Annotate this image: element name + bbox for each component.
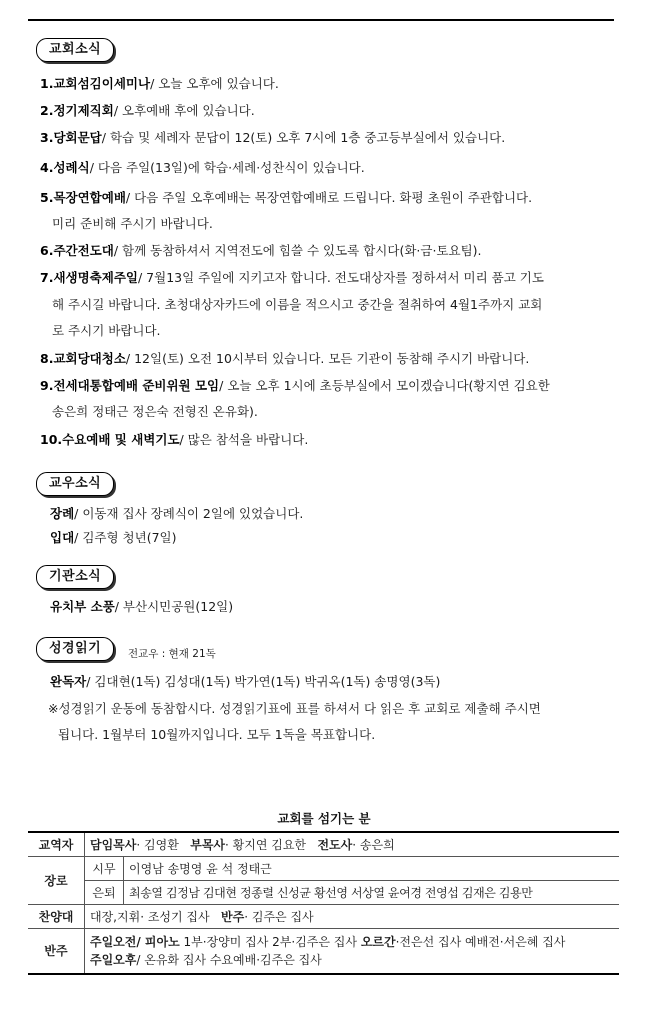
church-item-2 — [40, 103, 255, 119]
church-item-text: / 오늘 오후 1시에 초등부실에서 모이겠습니다(황지연 김요한 — [219, 378, 550, 393]
staff-row-choir — [28, 905, 619, 929]
staff-role: 반주 — [28, 929, 85, 975]
church-item-text: / 오늘 오후에 있습니다. — [150, 76, 279, 91]
staff-label: 전도사 — [317, 838, 353, 852]
church-item-num: 4. — [40, 160, 54, 175]
staff-name: 1부·장양미 집사 2부·김주은 집사 — [183, 935, 357, 949]
staff-role: 찬양대 — [28, 905, 85, 929]
church-item-text: / 오후예배 후에 있습니다. — [113, 103, 255, 118]
section-title-member-news: 교우소식 — [36, 472, 114, 496]
staff-name: · 조성기 집사 — [140, 910, 210, 924]
church-item-title: 당회문답 — [53, 130, 102, 145]
staff-role: 장로 — [28, 857, 85, 905]
church-item-10 — [40, 432, 308, 448]
staff-table-title: 교회를 섬기는 분 — [277, 811, 371, 826]
staff-name: · 송은희 — [352, 838, 395, 852]
staff-name: · 김주은 집사 — [244, 910, 314, 924]
bible-note-line1: ※성경읽기 운동에 동참합시다. 성경읽기표에 표를 하셔서 다 읽은 후 교회로 제출해 주시면 — [48, 701, 541, 716]
staff-label: 담임목사 — [90, 838, 137, 852]
church-item-title: 목장연합예배 — [53, 190, 126, 205]
staff-name: · 김영환 — [136, 838, 179, 852]
church-item-text: / 함께 동참하셔서 지역전도에 힘쓸 수 있도록 합시다(화·금·토요팀). — [113, 243, 482, 258]
top-rule — [28, 19, 614, 21]
staff-role: 교역자 — [28, 832, 85, 857]
church-item-num: 7. — [40, 270, 54, 285]
church-item-8 — [40, 351, 529, 367]
church-item-title: 교회당대청소 — [53, 351, 126, 366]
church-item-9 — [40, 378, 550, 394]
church-item-5-cont: 미리 준비해 주시기 바랍니다. — [52, 216, 213, 231]
staff-name: ·전은선 집사 예배전·서은혜 집사 — [395, 935, 566, 949]
church-item-num: 5. — [40, 190, 54, 205]
bible-completers — [50, 674, 440, 690]
staff-sublabel: 은퇴 — [85, 881, 124, 905]
member-item-title: 장례 — [50, 506, 75, 521]
staff-line — [90, 933, 614, 951]
org-item-kindergarten — [50, 599, 233, 615]
staff-names: 이영남 송명영 윤 석 정태근 — [124, 857, 620, 881]
section-title-org-news: 기관소식 — [36, 565, 114, 589]
member-item-enlist — [50, 530, 176, 546]
staff-label: 부목사 — [190, 838, 226, 852]
staff-name: / 온유화 집사 수요예배·김주은 집사 — [136, 953, 322, 967]
church-item-title: 교회섬김이세미나 — [53, 76, 151, 91]
church-item-num: 6. — [40, 243, 54, 258]
staff-row-elders-active — [28, 857, 619, 881]
staff-label: 주일오후 — [90, 953, 137, 967]
member-item-title: 입대 — [50, 530, 75, 545]
bible-completers-text: / 김대현(1독) 김성대(1독) 박가연(1독) 박귀옥(1독) 송명영(3독) — [86, 674, 441, 689]
section-title-church-news: 교회소식 — [36, 38, 114, 62]
church-item-title: 새생명축제주일 — [53, 270, 138, 285]
church-item-num: 2. — [40, 103, 54, 118]
staff-names: 최송열 김정남 김대현 정종렬 신성균 황선영 서상열 윤여경 전영섭 김재은 김용만 — [124, 881, 620, 905]
staff-label: 오르간 — [360, 935, 396, 949]
church-item-num: 3. — [40, 130, 54, 145]
staff-label: 대장,지휘 — [90, 910, 141, 924]
church-item-6 — [40, 243, 482, 259]
bible-note-line2: 됩니다. 1월부터 10월까지입니다. 모두 1독을 목표합니다. — [58, 727, 376, 742]
church-item-text: / 12일(토) 오전 10시부터 있습니다. 모든 기관이 동참해 주시기 바랍니다. — [125, 351, 530, 366]
church-item-text: / 다음 주일(13일)에 학습·세례·성찬식이 있습니다. — [89, 160, 365, 175]
staff-cell — [85, 929, 620, 975]
church-item-1 — [40, 76, 279, 92]
church-item-text: / 다음 주일 오후예배는 목장연합예배로 드립니다. 화평 초원이 주관합니다. — [125, 190, 533, 205]
church-item-num: 1. — [40, 76, 54, 91]
church-item-title: 수요예배 및 새벽기도 — [62, 432, 180, 447]
church-item-num: 9. — [40, 378, 54, 393]
church-item-title: 정기제직회 — [53, 103, 114, 118]
staff-label: 반주 — [221, 910, 245, 924]
church-item-9-cont: 송은희 정태근 정은숙 전형진 온유화). — [52, 404, 258, 419]
staff-cell — [85, 832, 620, 857]
staff-label: 주일오전/ 피아노 — [90, 935, 180, 949]
staff-row-accompanist — [28, 929, 619, 975]
org-item-title: 유치부 소풍 — [50, 599, 115, 614]
staff-table — [28, 831, 619, 975]
section-title-bible-reading: 성경읽기 — [36, 637, 114, 661]
church-item-text: / 많은 참석을 바랍니다. — [179, 432, 309, 447]
bible-completers-title: 완독자 — [50, 674, 87, 689]
church-item-7 — [40, 270, 544, 286]
church-item-num: 10. — [40, 432, 63, 447]
church-item-title: 성례식 — [53, 160, 90, 175]
member-item-text: / 김주형 청년(7일) — [74, 530, 177, 545]
staff-row-clergy — [28, 832, 619, 857]
church-item-title: 전세대통합예배 준비위원 모임 — [53, 378, 220, 393]
church-item-5 — [40, 190, 532, 206]
staff-sublabel: 시무 — [85, 857, 124, 881]
staff-line — [90, 951, 614, 969]
staff-name: · 황지연 김요한 — [225, 838, 307, 852]
member-item-funeral — [50, 506, 303, 522]
member-item-text: / 이동재 집사 장례식이 2일에 있었습니다. — [74, 506, 304, 521]
church-item-num: 8. — [40, 351, 54, 366]
church-item-7-cont: 해 주시길 바랍니다. 초청대상자카드에 이름을 적으시고 중간을 절취하여 4월1주까지 교회 — [52, 297, 543, 312]
church-item-text: / 7월13일 주일에 지키고자 합니다. 전도대상자를 정하셔서 미리 품고 기도 — [137, 270, 544, 285]
staff-cell — [85, 905, 620, 929]
staff-row-elders-retired — [28, 881, 619, 905]
church-item-text: / 학습 및 세례자 문답이 12(토) 오후 7시에 1층 중고등부실에서 있습니다. — [101, 130, 506, 145]
church-item-7-cont2: 로 주시기 바랍니다. — [52, 323, 161, 338]
church-item-title: 주간전도대 — [53, 243, 114, 258]
church-item-3 — [40, 130, 505, 146]
church-item-4 — [40, 160, 365, 176]
bible-reading-count: 전교우 : 현재 21독 — [128, 648, 216, 660]
org-item-text: / 부산시민공원(12일) — [114, 599, 234, 614]
